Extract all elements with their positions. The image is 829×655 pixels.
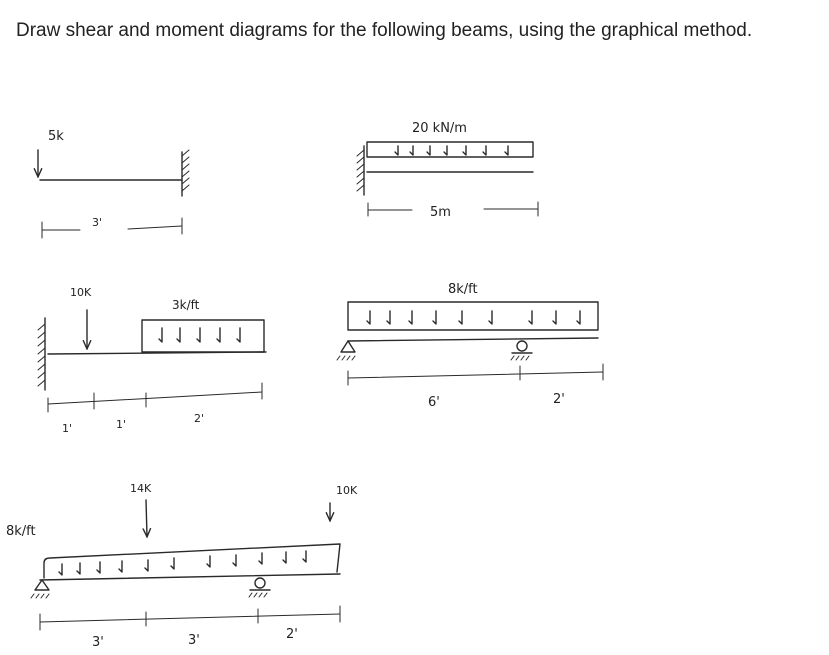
beam-3-distributed-load <box>142 320 264 352</box>
beam-5-distributed-load-label: 8k/ft <box>6 524 36 539</box>
beam-5-dimension-label-3: 2' <box>286 627 298 642</box>
beam-1 <box>38 129 189 238</box>
beam-3-dimension-label-2: 1' <box>116 418 127 431</box>
beam-4-distributed-load-label: 8k/ft <box>448 282 478 297</box>
beam-5 <box>6 482 358 650</box>
problem-statement: Draw shear and moment diagrams for the following beams, using the graphical method. <box>16 20 753 41</box>
beam-4-dimension-label-2: 2' <box>553 392 565 407</box>
beam-2-load-arrows <box>395 146 508 155</box>
beam-4-dimension-label-1: 6' <box>428 395 440 410</box>
beam-3-dimension-line <box>48 383 262 412</box>
beam-3-distributed-load-label: 3k/ft <box>172 298 200 312</box>
beam-3 <box>38 286 266 435</box>
beam-2-load-label: 20 kN/m <box>412 121 467 136</box>
beam-5-pin-support <box>31 580 49 598</box>
beam-5-dimension-label-2: 3' <box>188 633 200 648</box>
beam-2-dimension-label: 5m <box>430 205 451 220</box>
beam-1-dimension-label: 3' <box>92 216 103 229</box>
beam-2-dimension-line <box>368 202 538 216</box>
beam-3-load-arrows <box>159 328 240 342</box>
beam-5-load-arrows <box>59 551 306 575</box>
beam-5-point-load-label-1: 14K <box>130 482 152 495</box>
beam-5-point-load-arrow-1 <box>146 500 147 536</box>
beam-5-point-load-label-2: 10K <box>336 484 358 497</box>
beam-1-dimension-line <box>42 218 182 238</box>
beam-3-fixed-support <box>38 318 45 390</box>
beam-5-roller-support <box>249 578 270 597</box>
beam-4-load-arrows <box>367 311 580 324</box>
beam-1-fixed-support <box>182 150 189 196</box>
beam-5-beam <box>40 574 340 580</box>
beam-3-dimension-label-3: 2' <box>194 412 205 425</box>
beam-5-dimension-label-1: 3' <box>92 635 104 650</box>
beam-3-point-load-label: 10K <box>70 286 92 299</box>
beam-3-beam <box>48 352 266 354</box>
beam-4-pin-support <box>337 341 355 360</box>
beam-4-distributed-load <box>348 302 598 330</box>
beam-4-beam <box>348 338 598 341</box>
beam-3-dimension-label-1: 1' <box>62 422 73 435</box>
beam-2 <box>357 121 538 220</box>
beam-4-roller-support <box>511 341 532 360</box>
beam-4 <box>337 282 603 410</box>
beam-5-distributed-load <box>44 544 340 578</box>
beam-1-load-label: 5k <box>48 129 64 144</box>
beam-4-dimension-line <box>348 364 603 385</box>
beam-2-fixed-support <box>357 146 364 195</box>
